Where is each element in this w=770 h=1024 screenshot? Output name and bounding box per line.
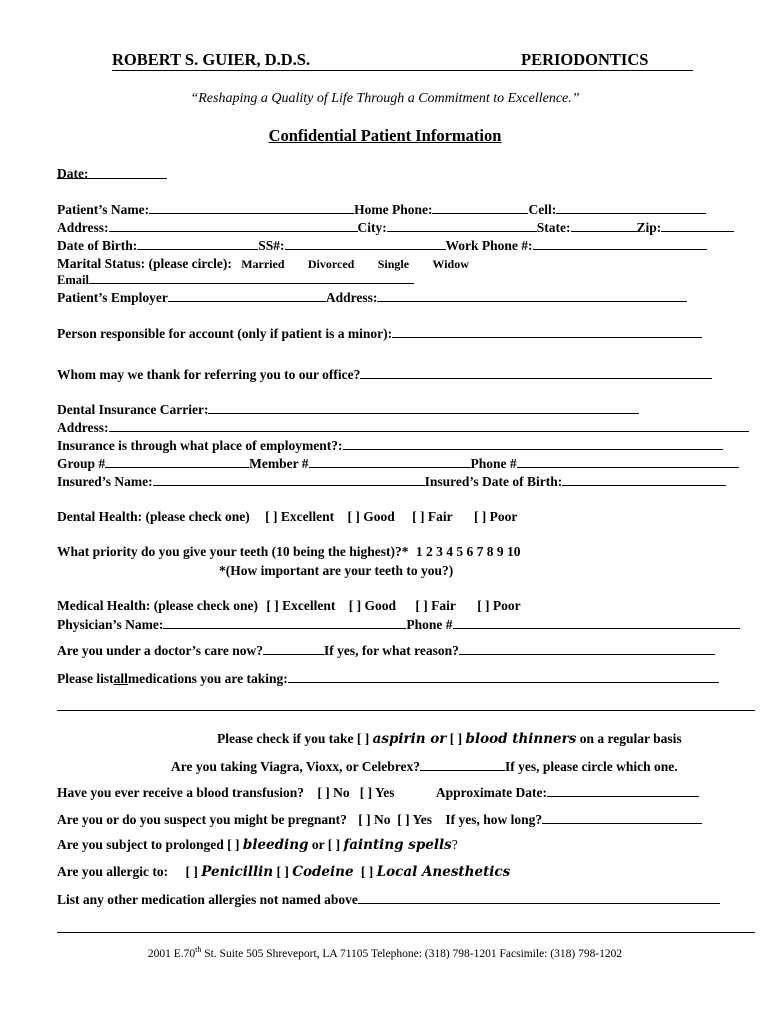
doctor-care-reason-field[interactable] (459, 642, 715, 655)
marital-row: Marital Status: (please circle): Married Divorced Single Widow (57, 256, 469, 271)
member-field[interactable] (309, 455, 471, 468)
date-field[interactable] (57, 178, 167, 179)
aspirin-checkbox[interactable]: aspirin or (372, 731, 447, 747)
specialty: PERIODONTICS (521, 50, 649, 69)
address-row: Address: City: State: Zip: (57, 219, 734, 236)
physician-field[interactable] (163, 616, 406, 629)
bleeding-row: Are you subject to prolonged [ ] bleeding or [ ] fainting spells? (57, 837, 458, 853)
group-member-row: Group # Member # Phone # (57, 455, 739, 472)
other-allergies-row: List any other medication allergies not named above (57, 891, 720, 908)
employer-row: Patient’s Employer Address: (57, 289, 687, 306)
work-phone-field[interactable] (533, 237, 707, 250)
responsible-field[interactable] (392, 325, 702, 338)
email-row: Email (57, 271, 414, 288)
patient-name-row: Patient’s Name: Home Phone: Cell: (57, 201, 706, 218)
transfusion-date-field[interactable] (547, 784, 699, 797)
referral-row: Whom may we thank for referring you to our office? (57, 366, 712, 383)
pregnant-row: Are you or do you suspect you might be pregnant? [ ] No [ ] Yes If yes, how long? (57, 811, 702, 828)
doctor-care-row: Are you under a doctor’s care now? If yes, for what reason? (57, 642, 715, 659)
codeine-checkbox[interactable]: Codeine (292, 864, 354, 880)
group-field[interactable] (105, 455, 249, 468)
responsible-row: Person responsible for account (only if patient is a minor): (57, 325, 702, 342)
dob-field[interactable] (137, 237, 258, 250)
address-field[interactable] (109, 219, 358, 232)
viagra-row: Are you taking Viagra, Vioxx, or Celebrex? If yes, please circle which one. (171, 759, 678, 774)
marital-option-single[interactable]: Single (377, 257, 410, 271)
cell-field[interactable] (556, 201, 706, 214)
employer-field[interactable] (168, 289, 326, 302)
patient-name-field[interactable] (149, 201, 354, 214)
dental-good-checkbox[interactable]: [ ] Good (347, 509, 395, 524)
dental-poor-checkbox[interactable]: [ ] Poor (473, 509, 518, 524)
priority-row: What priority do you give your teeth (10 being the highest)?* 1 2 3 4 5 6 7 8 9 10 (57, 544, 521, 559)
dental-health-row: Dental Health: (please check one) [ ] Excellent [ ] Good [ ] Fair [ ] Poor (57, 509, 518, 524)
insurance-address-field[interactable] (109, 419, 749, 432)
medical-health-row: Medical Health: (please check one) [ ] Excellent [ ] Good [ ] Fair [ ] Poor (57, 598, 521, 613)
form-title: Confidential Patient Information (268, 126, 502, 145)
insurance-carrier-row: Dental Insurance Carrier: (57, 401, 639, 418)
state-field[interactable] (571, 219, 637, 232)
transfusion-checkboxes[interactable]: [ ] No [ ] Yes (317, 785, 395, 800)
insurance-address-row: Address: (57, 419, 749, 436)
priority-scale[interactable]: 1 2 3 4 5 6 7 8 9 10 (415, 544, 521, 559)
email-field[interactable] (89, 271, 414, 284)
insurance-phone-field[interactable] (517, 455, 739, 468)
transfusion-row: Have you ever receive a blood transfusion? [ ] No [ ] Yes Approximate Date: (57, 784, 699, 801)
viagra-field[interactable] (420, 758, 505, 771)
medical-good-checkbox[interactable]: [ ] Good (348, 598, 396, 613)
bleeding-checkbox[interactable]: bleeding (242, 837, 309, 853)
pregnant-checkboxes[interactable]: [ ] No [ ] Yes (358, 812, 433, 827)
penicillin-checkbox[interactable]: Penicillin (201, 864, 274, 880)
doctor-name: ROBERT S. GUIER, D.D.S. (112, 50, 311, 69)
local-anesthetics-checkbox[interactable]: Local Anesthetics (376, 864, 511, 880)
insurance-employment-field[interactable] (343, 437, 723, 450)
doctor-care-field[interactable] (263, 642, 324, 655)
fainting-spells-checkbox[interactable]: fainting spells (343, 837, 452, 853)
physician-row: Physician’s Name: Phone # (57, 616, 740, 633)
insured-dob-field[interactable] (562, 473, 726, 486)
footer-rule (57, 932, 755, 933)
home-phone-field[interactable] (432, 201, 528, 214)
insured-row: Insured’s Name: Insured’s Date of Birth: (57, 473, 726, 490)
zip-field[interactable] (661, 219, 734, 232)
aspirin-row: Please check if you take [ ] aspirin or [ ] blood thinners on a regular basis (217, 731, 682, 747)
marital-option-married[interactable]: Married (241, 257, 285, 271)
medical-fair-checkbox[interactable]: [ ] Fair (415, 598, 456, 613)
employer-address-field[interactable] (377, 289, 687, 302)
marital-option-divorced[interactable]: Divorced (307, 257, 355, 271)
header-rule (112, 70, 693, 71)
city-field[interactable] (387, 219, 537, 232)
medications-row: Please listallmedications you are taking: (57, 670, 719, 687)
medical-excellent-checkbox[interactable]: [ ] Excellent (266, 598, 336, 613)
insured-name-field[interactable] (153, 473, 425, 486)
blood-thinners-checkbox[interactable]: blood thinners (465, 731, 577, 747)
pregnant-duration-field[interactable] (542, 811, 702, 824)
tagline: “Reshaping a Quality of Life Through a Commitment to Excellence.” (190, 91, 580, 106)
dob-row: Date of Birth: SS#: Work Phone #: (57, 237, 707, 254)
priority-note: *(How important are your teeth to you?) (219, 563, 454, 578)
referral-field[interactable] (360, 366, 712, 379)
insurance-employment-row: Insurance is through what place of employment?: (57, 437, 723, 454)
medications-field[interactable] (288, 670, 719, 683)
medical-poor-checkbox[interactable]: [ ] Poor (477, 598, 521, 613)
physician-phone-field[interactable] (453, 616, 740, 629)
medications-line[interactable] (57, 710, 755, 711)
allergy-row: Are you allergic to: [ ] Penicillin [ ] Codeine [ ] Local Anesthetics (57, 864, 511, 880)
date-label: Date: (57, 166, 89, 181)
dental-fair-checkbox[interactable]: [ ] Fair (412, 509, 453, 524)
footer-address: 2001 E.70th St. Suite 505 Shreveport, LA 71105 Telephone: (318) 798-1201 Facsimile: (318) 798-1202 (147, 945, 623, 960)
ss-field[interactable] (285, 237, 446, 250)
dental-excellent-checkbox[interactable]: [ ] Excellent (265, 509, 335, 524)
insurance-carrier-field[interactable] (208, 401, 639, 414)
marital-option-widow[interactable]: Widow (432, 257, 469, 271)
other-allergies-field[interactable] (358, 891, 720, 904)
